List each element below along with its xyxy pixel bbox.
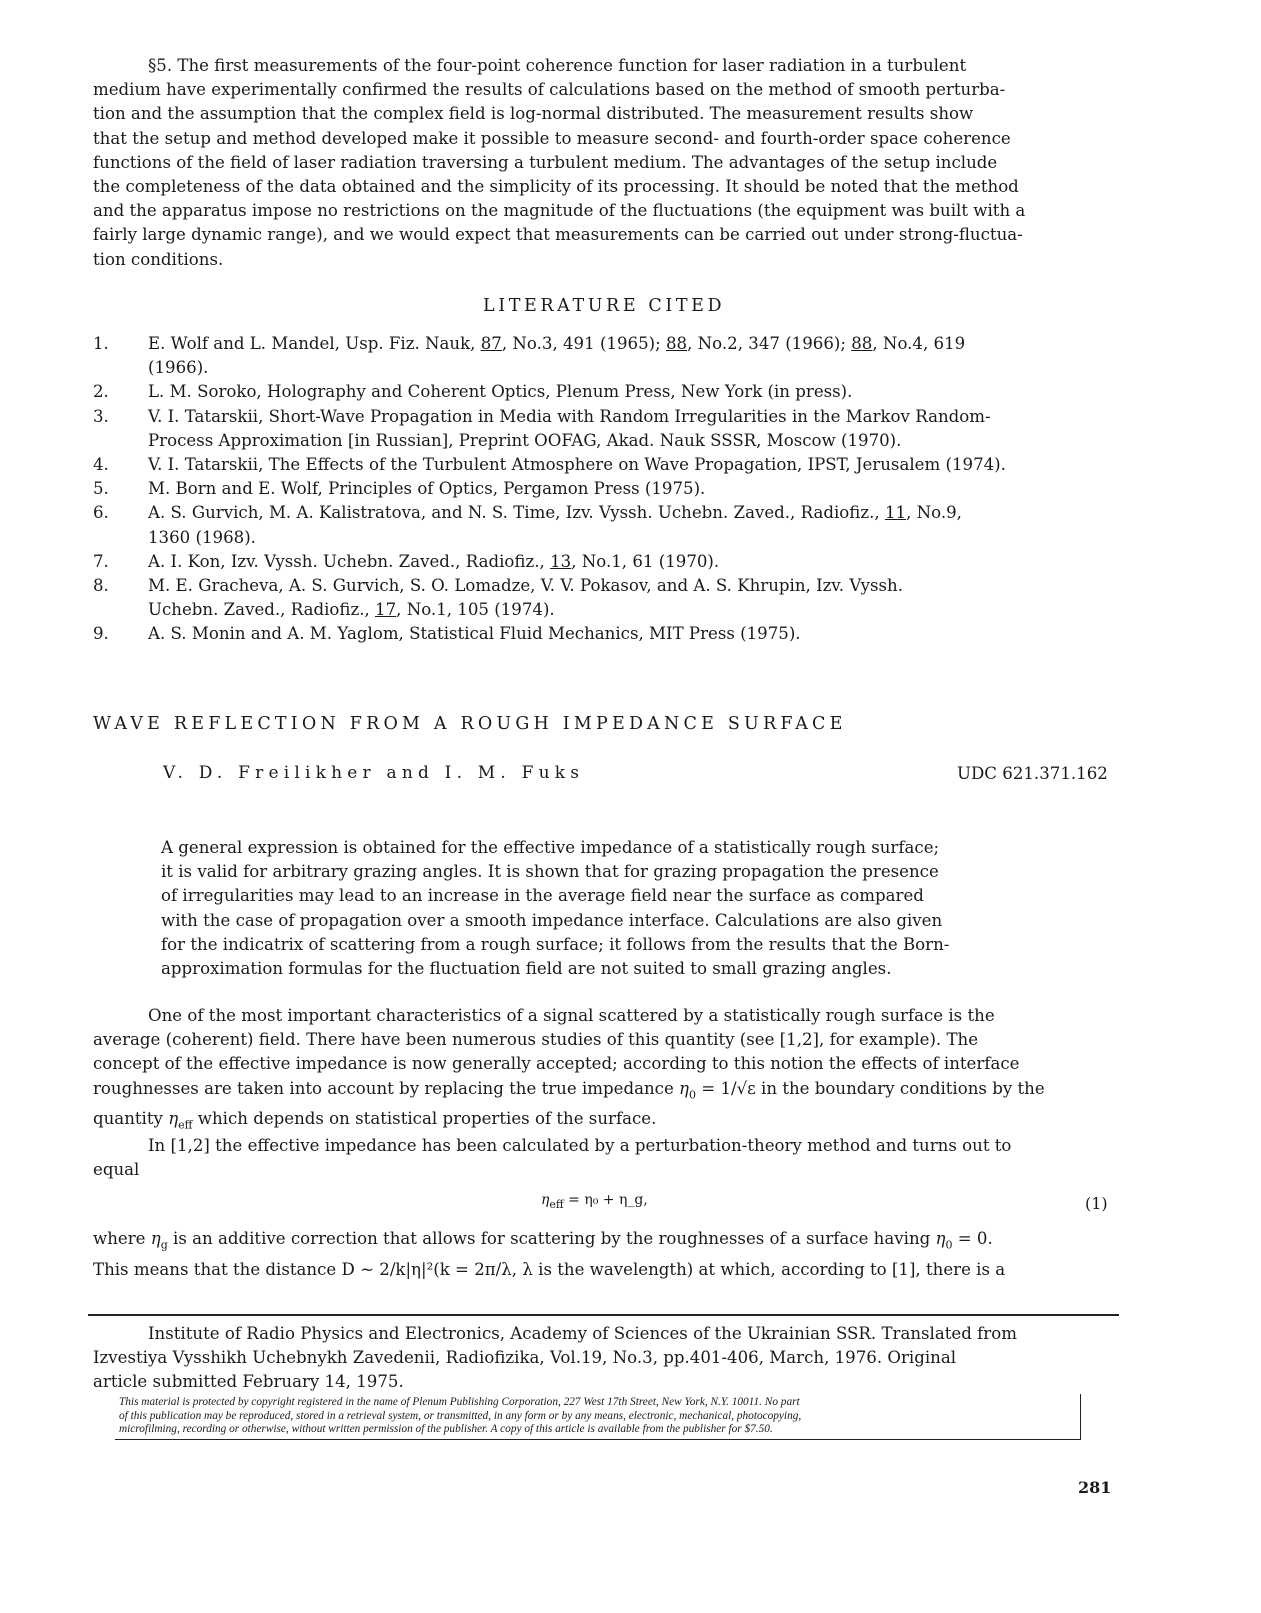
literature-cited-heading: LITERATURE CITED bbox=[483, 296, 726, 316]
reference-text: V. I. Tatarskii, The Effects of the Turbulent Atmosphere on Wave Propagation, IPST, Jerusalem (1974). bbox=[148, 455, 1006, 475]
reference-text: , No.4, 619 bbox=[872, 334, 966, 353]
affiliation-note bbox=[93, 1322, 1113, 1395]
reference-text: , No.9, bbox=[906, 503, 962, 523]
page-number: 281 bbox=[1078, 1478, 1112, 1497]
reference-text: Process Approximation [in Russian], Preprint OOFAG, Akad. Nauk SSSR, Moscow (1970). bbox=[148, 430, 902, 450]
reference-text: A. S. Gurvich, M. A. Kalistratova, and N. S. Time, Izv. Vyssh. Uchebn. Zaved., Radiofiz., bbox=[148, 503, 885, 523]
abstract bbox=[161, 836, 1031, 981]
volume-number: 87 bbox=[480, 334, 502, 353]
eta-symbol: η bbox=[168, 1109, 179, 1129]
equation-1 bbox=[541, 1192, 648, 1211]
reference-number: 9. bbox=[93, 624, 109, 644]
text-line: the completeness of the data obtained and the simplicity of its processing. It should be noted that the method bbox=[93, 177, 1019, 197]
volume-number: 88 bbox=[851, 334, 873, 353]
text-line: approximation formulas for the fluctuation field are not suited to small grazing angles. bbox=[161, 959, 892, 979]
article-authors: V. D. Freilikher and I. M. Fuks bbox=[163, 763, 585, 783]
text-span: which depends on statistical properties of the surface. bbox=[192, 1109, 657, 1129]
subscript: g bbox=[160, 1238, 168, 1252]
reference-number: 4. bbox=[93, 455, 109, 475]
text-line bbox=[93, 1227, 1113, 1258]
text-span: quantity bbox=[93, 1109, 169, 1129]
eta-symbol: η bbox=[679, 1078, 689, 1098]
text-line: Institute of Radio Physics and Electronics, Academy of Sciences of the Ukrainian SSR. Translated from bbox=[148, 1324, 1017, 1343]
reference-text: , No.2, 347 (1966); bbox=[687, 334, 852, 353]
text-span: = 1/√ε in the boundary conditions by the bbox=[696, 1078, 1045, 1098]
volume-number: 11 bbox=[884, 503, 907, 523]
copyright-notice bbox=[115, 1394, 1081, 1440]
reference-number: 2. bbox=[93, 382, 109, 402]
text-line: that the setup and method developed make it possible to measure second- and fourth-order space coherence bbox=[93, 128, 1011, 148]
text-span: is an additive correction that allows for scattering by the roughnesses of a surface having bbox=[167, 1229, 936, 1248]
text-line: average (coherent) field. There have been numerous studies of this quantity (see [1,2], for example). The bbox=[93, 1030, 979, 1050]
subscript: eff bbox=[178, 1118, 193, 1132]
text-span: roughnesses are taken into account by replacing the true impedance bbox=[93, 1078, 680, 1098]
reference-text: E. Wolf and L. Mandel, Usp. Fiz. Nauk, bbox=[148, 334, 481, 353]
volume-number: 17 bbox=[375, 600, 397, 620]
reference-text: (1966). bbox=[148, 358, 209, 378]
text-line: microfilming, recording or otherwise, without written permission of the publisher. A copy of this article is available from the publisher for $7.50. bbox=[119, 1423, 773, 1435]
text-line: and the apparatus impose no restrictions on the magnitude of the fluctuations (the equipment was built with a bbox=[93, 201, 1026, 221]
text-line: §5. The first measurements of the four-point coherence function for laser radiation in a turbulent bbox=[148, 56, 967, 75]
text-line bbox=[93, 1077, 1113, 1108]
reference-text: M. Born and E. Wolf, Principles of Optics, Pergamon Press (1975). bbox=[148, 479, 706, 499]
text-line: with the case of propagation over a smooth impedance interface. Calculations are also given bbox=[161, 910, 943, 930]
text-line: concept of the effective impedance is now generally accepted; according to this notion the effects of interface bbox=[93, 1054, 1020, 1074]
subscript: eff bbox=[549, 1197, 564, 1211]
reference-item bbox=[93, 501, 1133, 549]
reference-text: , No.1, 61 (1970). bbox=[571, 551, 720, 571]
section-5-paragraph bbox=[93, 54, 1113, 272]
reference-number: 6. bbox=[93, 503, 109, 523]
reference-item bbox=[93, 622, 1133, 646]
equation-number: (1) bbox=[1085, 1194, 1108, 1213]
reference-item bbox=[93, 550, 1133, 574]
reference-text: , No.3, 491 (1965); bbox=[501, 334, 666, 353]
reference-text: , No.1, 105 (1974). bbox=[396, 600, 555, 620]
reference-number: 3. bbox=[93, 406, 109, 426]
text-line: medium have experimentally confirmed the results of calculations based on the method of smooth perturba- bbox=[93, 80, 1006, 100]
reference-number: 7. bbox=[93, 551, 109, 571]
reference-text: M. E. Gracheva, A. S. Gurvich, S. O. Lomadze, V. V. Pokasov, and A. S. Khrupin, Izv. Vyssh. bbox=[148, 576, 904, 596]
eta-symbol: η bbox=[541, 1192, 550, 1208]
reference-list bbox=[93, 332, 1133, 647]
paragraph-3 bbox=[93, 1227, 1113, 1282]
text-line: In [1,2] the effective impedance has been calculated by a perturbation-theory method and turns out to bbox=[148, 1136, 1012, 1155]
text-line: of irregularities may lead to an increase in the average field near the surface as compared bbox=[161, 886, 924, 906]
subscript: 0 bbox=[689, 1087, 696, 1101]
reference-item bbox=[93, 380, 1133, 404]
text-line: This means that the distance D ~ 2/k|η|²(k = 2π/λ, λ is the wavelength) at which, according to [1], there is a bbox=[93, 1259, 1006, 1279]
volume-number: 13 bbox=[550, 551, 572, 571]
reference-item bbox=[93, 453, 1133, 477]
reference-item bbox=[93, 574, 1133, 622]
reference-item bbox=[93, 332, 1133, 380]
eta-symbol: η bbox=[935, 1229, 946, 1248]
intro-paragraph bbox=[93, 1004, 1113, 1138]
text-line: fairly large dynamic range), and we would expect that measurements can be carried out under strong-fluctua- bbox=[93, 225, 1023, 245]
reference-text: V. I. Tatarskii, Short-Wave Propagation in Media with Random Irregularities in the Markov Random- bbox=[148, 406, 991, 426]
text-line: Izvestiya Vysshikh Uchebnykh Zavedenii, Radiofizika, Vol.19, No.3, pp.401-406, March, 1976. Original bbox=[93, 1348, 957, 1368]
reference-text: 1360 (1968). bbox=[148, 527, 256, 547]
volume-number: 88 bbox=[665, 334, 688, 353]
text-line: for the indicatrix of scattering from a rough surface; it follows from the results that the Born- bbox=[161, 934, 950, 954]
text-line: A general expression is obtained for the effective impedance of a statistically rough surface; bbox=[161, 838, 940, 857]
reference-number: 1. bbox=[93, 334, 109, 353]
reference-number: 8. bbox=[93, 576, 109, 596]
reference-number: 5. bbox=[93, 479, 109, 499]
eta-symbol: η bbox=[150, 1229, 161, 1248]
reference-item bbox=[93, 477, 1133, 501]
text-line: One of the most important characteristics of a signal scattered by a statistically rough surface is the bbox=[148, 1006, 995, 1025]
text-line: article submitted February 14, 1975. bbox=[93, 1372, 404, 1392]
reference-item bbox=[93, 405, 1133, 453]
text-line: functions of the field of laser radiation traversing a turbulent medium. The advantages of the setup include bbox=[93, 152, 998, 172]
reference-text: L. M. Soroko, Holography and Coherent Optics, Plenum Press, New York (in press). bbox=[148, 382, 853, 402]
footer-divider bbox=[88, 1314, 1119, 1316]
paragraph-2 bbox=[93, 1134, 1113, 1182]
equation-rhs: = η₀ + η_g, bbox=[563, 1192, 648, 1208]
text-line: tion conditions. bbox=[93, 249, 224, 269]
text-line: equal bbox=[93, 1160, 140, 1180]
reference-text: A. I. Kon, Izv. Vyssh. Uchebn. Zaved., Radiofiz., bbox=[148, 551, 551, 571]
text-line: of this publication may be reproduced, stored in a retrieval system, or transmitted, in any form or by any means, electronic, mechanical, photocopying, bbox=[119, 1409, 802, 1422]
subscript: 0 bbox=[945, 1238, 953, 1252]
text-span: = 0. bbox=[952, 1229, 993, 1248]
article-title: WAVE REFLECTION FROM A ROUGH IMPEDANCE SURFACE bbox=[93, 714, 847, 734]
text-span: where bbox=[93, 1229, 151, 1248]
text-line: This material is protected by copyright registered in the name of Plenum Publishing Corporation, 227 West 17th Street, New York, N.Y. 10011. No part bbox=[119, 1396, 800, 1408]
text-line: tion and the assumption that the complex field is log-normal distributed. The measurement results show bbox=[93, 104, 974, 124]
text-line: it is valid for arbitrary grazing angles. It is shown that for grazing propagation the presence bbox=[161, 862, 939, 882]
udc-code: UDC 621.371.162 bbox=[957, 764, 1108, 783]
reference-text: A. S. Monin and A. M. Yaglom, Statistical Fluid Mechanics, MIT Press (1975). bbox=[148, 624, 801, 644]
reference-text: Uchebn. Zaved., Radiofiz., bbox=[148, 600, 376, 620]
